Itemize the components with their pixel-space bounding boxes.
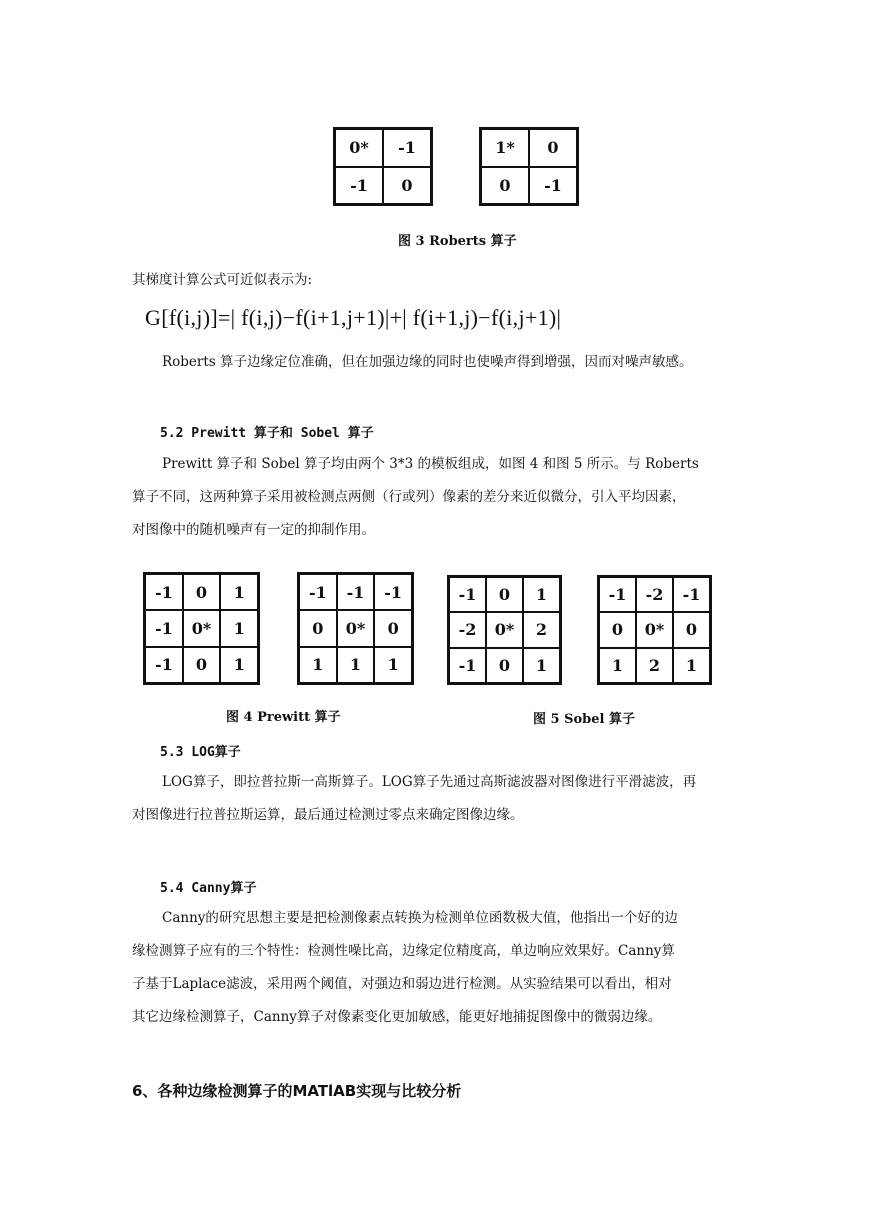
mask-cell: 1	[220, 647, 258, 683]
roberts-note	[132, 346, 742, 379]
para-line: 算子不同，这两种算子采用被检测点两侧（行或列）像素的差分来近似微分，引入平均因素，	[132, 489, 686, 505]
gradient-formula: G[f(i,j)]=| f(i,j)−f(i+1,j+1)|+| f(i+1,j)−f(i,j+1)|	[145, 305, 562, 330]
roberts-note-text: Roberts 算子边缘定位准确，但在加强边缘的同时也使噪声得到增强，因而对噪声敏感。	[162, 354, 693, 370]
mask-cell: 1	[374, 647, 412, 683]
mask-cell: 0	[374, 610, 412, 646]
mask-cell: 1	[599, 648, 636, 683]
mask-cell: -2	[636, 577, 673, 612]
mask-cell: -1	[145, 574, 183, 610]
section-5-4-heading: 5.4 Canny算子	[160, 881, 257, 896]
mask-cell: 2	[523, 612, 560, 647]
mask-cell: -1	[145, 647, 183, 683]
para-line: LOG算子，即拉普拉斯一高斯算子。LOG算子先通过高斯滤波器对图像进行平滑滤波，再	[162, 774, 697, 790]
mask-cell: -2	[449, 612, 486, 647]
mask-cell: 2	[636, 648, 673, 683]
roberts-mask-1	[333, 127, 433, 206]
prewitt-mask-1	[143, 572, 260, 685]
mask-cell: 1*	[481, 129, 529, 167]
mask-cell: 0	[481, 167, 529, 205]
para-line: 对图像中的随机噪声有一定的抑制作用。	[132, 522, 375, 538]
mask-cell: 0	[383, 167, 431, 205]
mask-cell: -1	[374, 574, 412, 610]
mask-cell: 1	[673, 648, 710, 683]
section-5-3-paragraph	[132, 766, 742, 832]
para-line: 其它边缘检测算子，Canny算子对像素变化更加敏感，能更好地捕捉图像中的微弱边缘。	[132, 1009, 662, 1025]
mask-cell: 1	[299, 647, 337, 683]
para-line: Prewitt 算子和 Sobel 算子均由两个 3*3 的模板组成，如图 4 和图 5 所示。与 Roberts	[162, 456, 699, 472]
mask-cell: 1	[220, 610, 258, 646]
mask-cell: 0	[486, 648, 523, 683]
para-line: 子基于Laplace滤波，采用两个阈值，对强边和弱边进行检测。从实验结果可以看出，相对	[132, 976, 672, 992]
para-line: Canny的研究思想主要是把检测像素点转换为检测单位函数极大值，他指出一个好的边	[162, 910, 678, 926]
mask-cell: -1	[145, 610, 183, 646]
figure-3-caption: 图 3 Roberts 算子	[398, 234, 517, 249]
mask-cell: 0*	[335, 129, 383, 167]
mask-cell: 0*	[486, 612, 523, 647]
mask-cell: -1	[599, 577, 636, 612]
section-5-4-paragraph	[132, 902, 742, 1034]
mask-cell: -1	[337, 574, 375, 610]
para-line: 缘检测算子应有的三个特性：检测性噪比高，边缘定位精度高，单边响应效果好。Canny算	[132, 943, 675, 959]
mask-cell: -1	[449, 648, 486, 683]
section-6-heading: 6、各种边缘检测算子的MATlAB实现与比较分析	[132, 1082, 462, 1100]
section-5-2-heading: 5.2 Prewitt 算子和 Sobel 算子	[160, 426, 374, 441]
mask-cell: 0	[183, 574, 221, 610]
mask-cell: 0	[299, 610, 337, 646]
mask-cell: 1	[220, 574, 258, 610]
mask-cell: 0	[673, 612, 710, 647]
mask-cell: -1	[383, 129, 431, 167]
sobel-mask-2	[597, 575, 712, 685]
gradient-intro: 其梯度计算公式可近似表示为:	[132, 272, 313, 288]
prewitt-mask-2	[297, 572, 414, 685]
section-5-2-paragraph	[132, 448, 742, 547]
mask-cell: 0	[183, 647, 221, 683]
mask-cell: 0*	[183, 610, 221, 646]
mask-cell: 1	[337, 647, 375, 683]
mask-cell: 0*	[337, 610, 375, 646]
roberts-mask-2	[479, 127, 579, 206]
mask-cell: 1	[523, 577, 560, 612]
section-5-3-heading: 5.3 LOG算子	[160, 745, 241, 760]
mask-cell: -1	[673, 577, 710, 612]
mask-cell: -1	[529, 167, 577, 205]
mask-cell: 0*	[636, 612, 673, 647]
mask-cell: -1	[335, 167, 383, 205]
mask-cell: 0	[529, 129, 577, 167]
mask-cell: 1	[523, 648, 560, 683]
figure-5-caption: 图 5 Sobel 算子	[533, 712, 635, 727]
sobel-mask-1	[447, 575, 562, 685]
mask-cell: 0	[599, 612, 636, 647]
mask-cell: 0	[486, 577, 523, 612]
para-line: 对图像进行拉普拉斯运算，最后通过检测过零点来确定图像边缘。	[132, 807, 524, 823]
mask-cell: -1	[449, 577, 486, 612]
figure-4-caption: 图 4 Prewitt 算子	[226, 710, 341, 725]
mask-cell: -1	[299, 574, 337, 610]
